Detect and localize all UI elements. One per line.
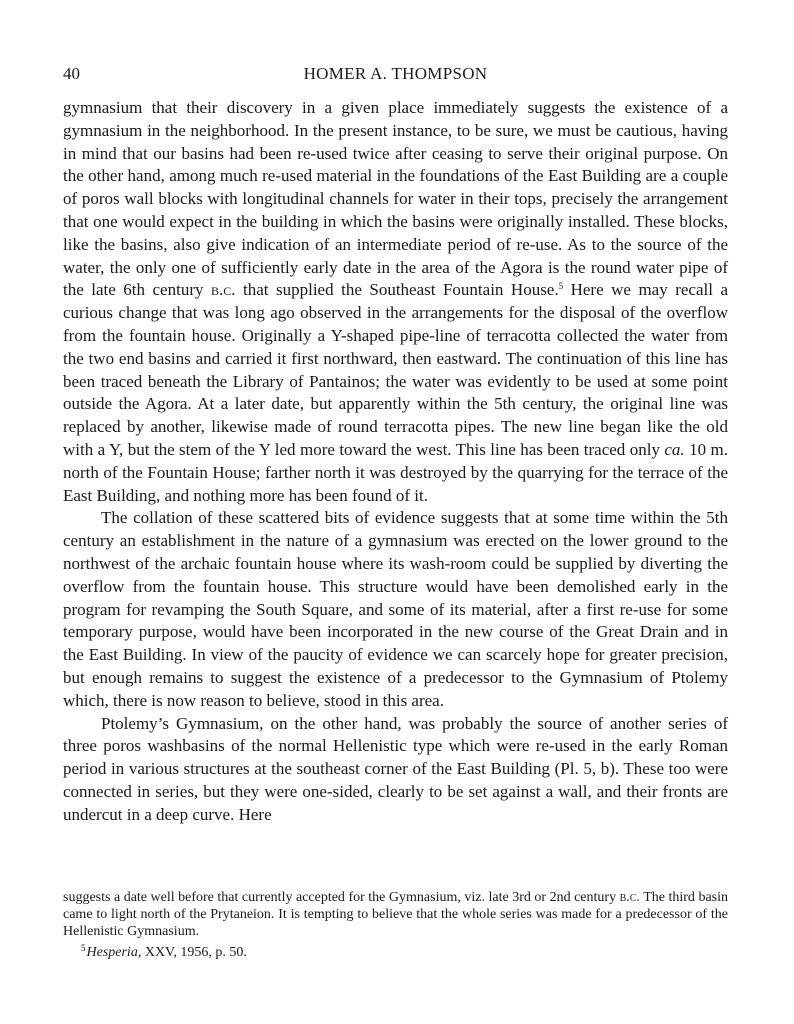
paragraph-1: [63, 97, 728, 507]
text-run: Ptolemy’s Gymnasium, on the other hand, was probably the source of another series of three poros washbasins of the normal Hellenistic type which were re-used in the early Roman period in various structures at the southeast corner of the East Building (Pl. 5, b). These too were connected in series, but they were one-sided, clearly to be set against a wall, and their fronts are undercut in a deep curve. Here: [63, 713, 728, 824]
text-run: that supplied the Southeast Fountain House.: [235, 280, 559, 300]
text-run: gymnasium that their discovery in a given place immediately suggests the existence of a gymnasium in the neighborhood. In the present instance, to be sure, we must be cautious, having in mind that our basins had been re-used twice after ceasing to serve their original purpose. On the other hand, among much re-used material in the foundations of the East Building are a couple of poros wall blocks with longitudinal channels for water in their tops, precisely the arrangement that one would expect in the building in which the basins were originally installed. These blocks, like the basins, also give indication of an intermediate period of re-use. As to the source of the water, the only one of sufficiently early date in the area of the Agora is the round water pipe of the late 6th century: [63, 98, 728, 300]
small-caps-text: b.c.: [211, 280, 236, 300]
italic-text: ca.: [664, 439, 685, 459]
paragraph-3: [63, 713, 728, 827]
text-run: Here we may recall a curious change that was long ago observed in the arrangements for the disposal of the overflow from the fountain house. Originally a Y-shaped pipe-line of terracotta collected the water from the two end basins and carried it first northward, then eastward. The continuation of this line has been traced beneath the Library of Pantainos; the water was evidently to be used at some point outside the Agora. At a later date, but apparently within the 5th century, the original line was replaced by another, likewise made of round terracotta pipes. The new line began like the old with a Y, but the stem of the Y led more toward the west. This line has been traced only: [63, 280, 728, 459]
text-run: suggests a date well before that currently accepted for the Gymnasium, viz. late 3rd or 2nd century: [63, 890, 620, 905]
page-header: [63, 64, 728, 88]
text-run: The third basin came to light north of the Prytaneion. It is tempting to believe that the whole series was made for a predecessor of the Hellenistic Gymnasium.: [63, 890, 728, 939]
page-number: 40: [63, 64, 80, 83]
footnotes: [63, 889, 728, 961]
footnote-ref: 5: [558, 281, 564, 292]
small-caps-text: b.c.: [619, 890, 640, 905]
text-run: The collation of these scattered bits of evidence suggests that at some time within the 5th century an establishment in the nature of a gymnasium was erected on the lower ground to the northwest of the archaic fountain house where its wash-room could be supplied by diverting the overflow from the fountain house. This structure would have been demolished early in the program for revamping the South Square, and some of its material, after a first re-use for some temporary purpose, would have been incorporated in the new course of the Great Drain and in the East Building. In view of the paucity of evidence we can scarcely hope for greater precision, but enough remains to suggest the existence of a predecessor to the Gymnasium of Ptolemy which, there is now reason to believe, stood in this area.: [63, 508, 728, 710]
paragraph-2: [63, 507, 728, 712]
running-head: HOMER A. THOMPSON: [303, 64, 488, 83]
text-run: XXV, 1956, p. 50.: [141, 945, 247, 960]
footnote-1: [63, 889, 728, 940]
body-text: [63, 97, 728, 827]
footnote-2: [63, 940, 728, 961]
footnote-number: 5: [81, 943, 86, 953]
italic-text: Hesperia,: [86, 945, 142, 960]
text-run: 10 m. north of the Fountain House; farther north it was destroyed by the quarrying for the terrace of the East Building, and nothing more has been found of it.: [63, 439, 728, 505]
